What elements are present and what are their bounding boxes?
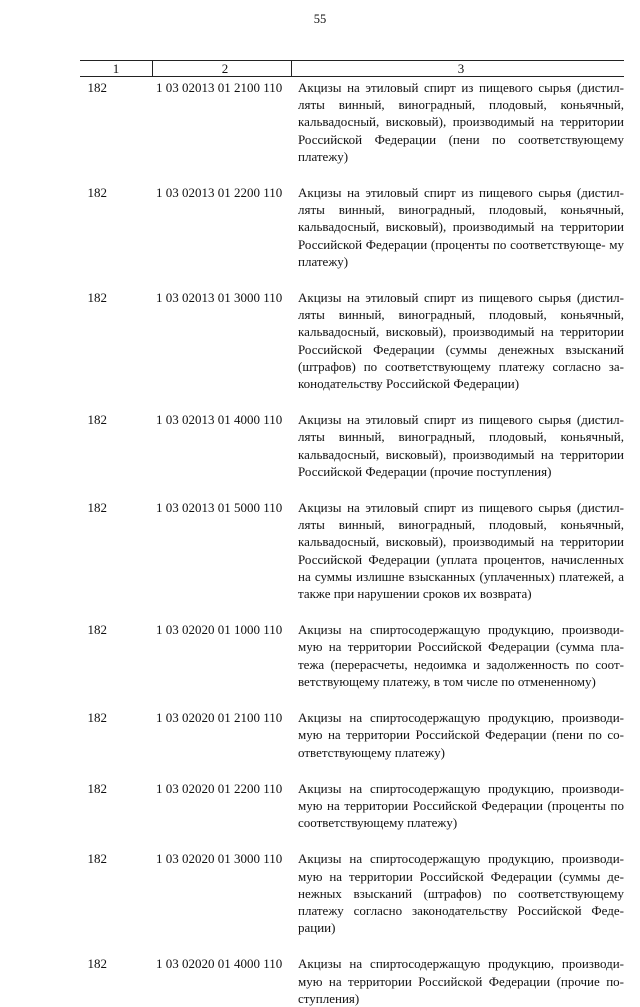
header-col-2: 2 [221, 61, 229, 76]
page-number: 55 [313, 12, 327, 26]
budget-code: 1 03 02013 01 4000 110 [156, 412, 283, 428]
budget-code: 1 03 02020 01 2200 110 [156, 780, 283, 796]
budget-code: 1 03 02020 01 1000 110 [156, 622, 283, 638]
budget-code: 1 03 02013 01 3000 110 [156, 290, 283, 306]
admin-code: 182 [87, 780, 107, 796]
description: Акцизы на спиртосодержащую продукцию, производи- мую на территории Российской Федерации (прочие по- ступления) [298, 956, 624, 1006]
admin-code: 182 [87, 956, 107, 972]
header-col-3: 3 [457, 61, 465, 76]
header-col-1: 1 [112, 61, 120, 76]
admin-code: 182 [87, 851, 107, 867]
description: Акцизы на спиртосодержащую продукцию, производи- мую на территории Российской Федерации (суммы де- нежных взысканий (штрафов) по соответствующему платежу согласно законодательству Российской Феде- рации) [298, 851, 624, 936]
table-body [80, 79, 624, 1007]
description: Акцизы на спиртосодержащую продукцию, производи- мую на территории Российской Федерации (проценты по соответствующему платежу) [298, 780, 624, 831]
admin-code: 182 [87, 710, 107, 726]
admin-code: 182 [87, 290, 107, 306]
table-row [80, 499, 624, 602]
budget-code: 1 03 02013 01 2100 110 [156, 80, 283, 95]
table-row [80, 850, 624, 936]
budget-code: 1 03 02020 01 3000 110 [156, 851, 283, 867]
admin-code: 182 [87, 622, 107, 638]
description: Акцизы на этиловый спирт из пищевого сырья (дистил- ляты винный, виноградный, плодовый, коньячный, кальвадосный, висковый), производимый на территории Российской Федерации (пени по соответствующему платежу) [298, 80, 624, 164]
description: Акцизы на этиловый спирт из пищевого сырья (дистил- ляты винный, виноградный, плодовый, коньячный, кальвадосный, висковый), производимый на территории Российской Федерации (уплата процентов, начисленных на суммы излишне взысканных (уплаченных) платежей, а также при нарушении сроков их возврата) [298, 500, 624, 602]
table-header [80, 60, 624, 77]
description: Акцизы на этиловый спирт из пищевого сырья (дистил- ляты винный, виноградный, плодовый, коньячный, кальвадосный, висковый), производимый на территории Российской Федерации (прочие поступления) [298, 412, 624, 479]
description: Акцизы на спиртосодержащую продукцию, производи- мую на территории Российской Федерации (пени по со- ответствующему платежу) [298, 710, 624, 760]
description: Акцизы на этиловый спирт из пищевого сырья (дистил- ляты винный, виноградный, плодовый, коньячный, кальвадосный, висковый), производимый на территории Российской Федерации (проценты по соответствующе- му платежу) [298, 185, 624, 269]
admin-code: 182 [87, 80, 107, 95]
budget-code: 1 03 02013 01 5000 110 [156, 500, 283, 516]
table-row [80, 411, 624, 480]
budget-code: 1 03 02020 01 2100 110 [156, 710, 283, 726]
table-row [80, 79, 624, 165]
admin-code: 182 [87, 185, 107, 201]
table-row [80, 955, 624, 1007]
table-row [80, 709, 624, 761]
table-row [80, 289, 624, 392]
description: Акцизы на этиловый спирт из пищевого сырья (дистил- ляты винный, виноградный, плодовый, коньячный, кальвадосный, висковый), производимый на территории Российской Федерации (суммы денежных взысканий (штрафов) по соответствующему платежу согласно за- конодательству Российской Федерации) [298, 290, 624, 392]
budget-code: 1 03 02013 01 2200 110 [156, 185, 283, 201]
table-row [80, 621, 624, 690]
budget-code: 1 03 02020 01 4000 110 [156, 956, 283, 972]
description: Акцизы на спиртосодержащую продукцию, производи- мую на территории Российской Федерации (сумма пла- тежа (перерасчеты, недоимка и задолженность по соот- ветствующему платежу, в том числе по отмененному) [298, 622, 624, 689]
header-divider [291, 61, 292, 76]
admin-code: 182 [87, 500, 107, 516]
table-row [80, 184, 624, 270]
admin-code: 182 [87, 412, 107, 428]
table-row [80, 780, 624, 832]
